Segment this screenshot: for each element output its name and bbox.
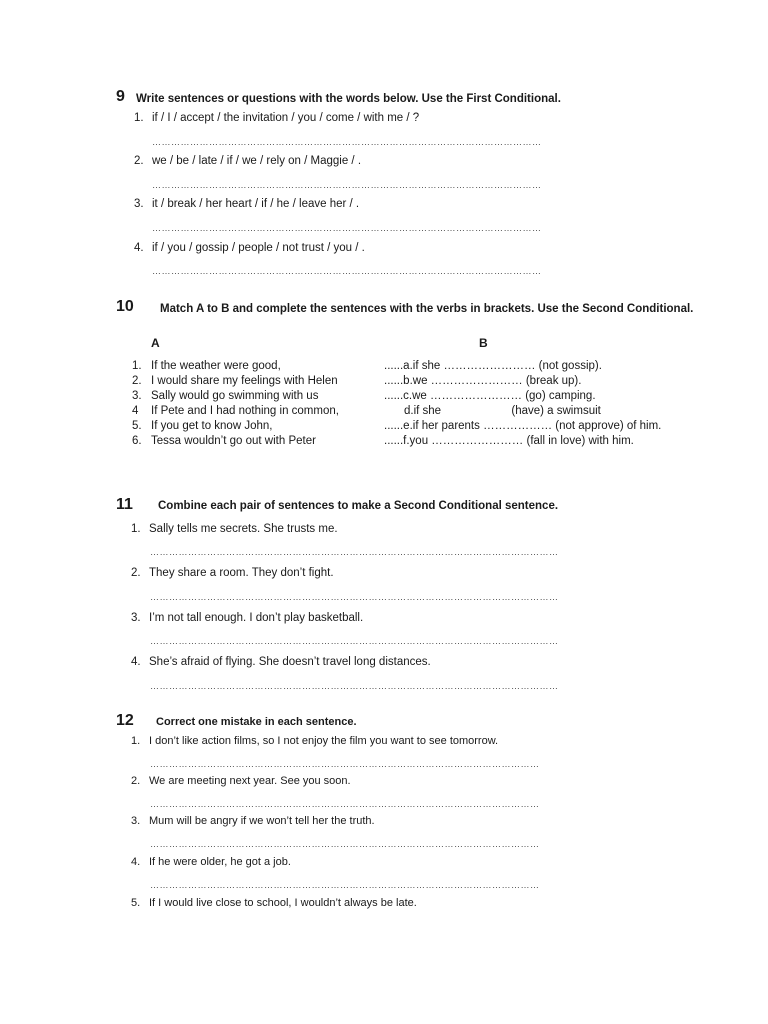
col-b-row-e[interactable]: ......e.if her parents ……………… (not approve) of him. [384, 420, 662, 432]
ex9-item-1: 1. if / I / accept / the invitation / you / come / with me / ? [134, 112, 420, 124]
ex9-item-2: 2. we / be / late / if / we / rely on / Maggie / . [134, 155, 362, 167]
ex11-answer-line-4[interactable]: ………………………………………………………………………………………………………………… [150, 681, 559, 691]
col-b-row-b[interactable]: ......b.we …………………… (break up). [384, 375, 582, 387]
column-a-list [132, 359, 339, 449]
ex12-item-4: 4. If he were older, he got a job. [131, 856, 291, 868]
ex11-item-3: 3. I’m not tall enough. I don’t play basketball. [131, 612, 364, 624]
col-b-row-a[interactable]: ......a.if she …………………… (not gossip). [384, 360, 602, 372]
ex11-item-4: 4. She’s afraid of flying. She doesn’t travel long distances. [131, 656, 431, 668]
ex12-item-5: 5. If I would live close to school, I wouldn’t always be late. [131, 897, 417, 909]
ex11-answer-line-1[interactable]: ………………………………………………………………………………………………………………… [150, 547, 559, 557]
exercise-9-title: Write sentences or questions with the words below. Use the First Conditional. [136, 93, 561, 105]
ex9-answer-line-3[interactable]: …………………………………………………………………………………………………………… [152, 223, 542, 233]
ex11-item-1: 1. Sally tells me secrets. She trusts me. [131, 523, 338, 535]
column-b-heading: B [479, 336, 488, 350]
ex11-answer-line-3[interactable]: ………………………………………………………………………………………………………………… [150, 636, 559, 646]
ex12-item-3: 3. Mum will be angry if we won’t tell her the truth. [131, 815, 375, 827]
column-a-heading: A [151, 336, 160, 350]
ex12-item-2: 2. We are meeting next year. See you soon. [131, 775, 351, 787]
ex9-answer-line-4[interactable]: …………………………………………………………………………………………………………… [152, 266, 542, 276]
ex12-answer-line-4[interactable]: …………………………………………………………………………………………………………… [150, 880, 540, 890]
exercise-11-number: 11 [116, 496, 133, 513]
col-a-row-4: 4 If Pete and I had nothing in common, [132, 405, 339, 417]
ex9-item-3: 3. it / break / her heart / if / he / leave her / . [134, 198, 360, 210]
col-a-row-1: 1. If the weather were good, [132, 360, 281, 372]
ex12-item-1: 1. I don’t like action films, so I not enjoy the film you want to see tomorrow. [131, 735, 499, 747]
ex12-answer-line-3[interactable]: …………………………………………………………………………………………………………… [150, 839, 540, 849]
exercise-10-number: 10 [116, 298, 134, 315]
col-b-row-f[interactable]: ......f.you …………………… (fall in love) with him. [384, 435, 634, 447]
ex9-answer-line-1[interactable]: …………………………………………………………………………………………………………… [152, 137, 542, 147]
exercise-10-title: Match A to B and complete the sentences with the verbs in brackets. Use the Second Conditional. [160, 303, 694, 315]
col-b-row-c[interactable]: ......c.we …………………… (go) camping. [384, 390, 596, 402]
ex9-item-4: 4. if / you / gossip / people / not trust / you / . [134, 242, 365, 254]
exercise-12-number: 12 [116, 712, 134, 729]
exercise-11-title: Combine each pair of sentences to make a Second Conditional sentence. [158, 500, 559, 512]
ex12-answer-line-1[interactable]: …………………………………………………………………………………………………………… [150, 759, 540, 769]
col-b-row-d[interactable]: d.if she (have) a swimsuit [404, 405, 601, 417]
column-b-list [384, 359, 661, 449]
ex12-answer-line-2[interactable]: …………………………………………………………………………………………………………… [150, 799, 540, 809]
col-a-row-5: 5. If you get to know John, [132, 420, 273, 432]
col-a-row-2: 2. I would share my feelings with Helen [132, 375, 338, 387]
ex9-answer-line-2[interactable]: …………………………………………………………………………………………………………… [152, 180, 542, 190]
exercise-9-number: 9 [116, 88, 125, 105]
ex11-item-2: 2. They share a room. They don’t fight. [131, 567, 334, 579]
ex11-answer-line-2[interactable]: ………………………………………………………………………………………………………………… [150, 592, 559, 602]
col-a-row-3: 3. Sally would go swimming with us [132, 390, 319, 402]
col-a-row-6: 6. Tessa wouldn’t go out with Peter [132, 435, 316, 447]
exercise-12-title: Correct one mistake in each sentence. [156, 716, 357, 728]
